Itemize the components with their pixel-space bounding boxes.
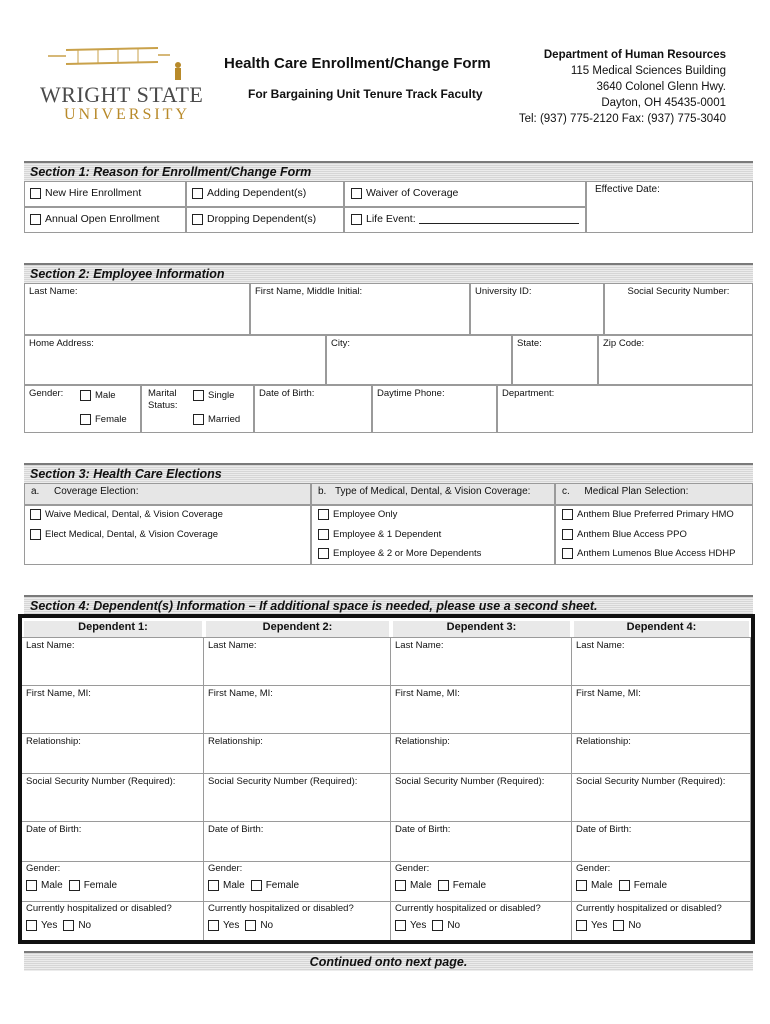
dependent-1-gender-label: Gender: — [26, 863, 61, 874]
plan-ppo-label: Anthem Blue Access PPO — [577, 529, 687, 540]
employee-2-dependents-option[interactable] — [318, 548, 481, 559]
dependent-3-first-name-field[interactable] — [391, 685, 572, 733]
elect-coverage-label: Elect Medical, Dental, & Vision Coverage — [45, 529, 219, 540]
hr-address-line1: 115 Medical Sciences Building — [570, 65, 726, 77]
checkbox[interactable] — [351, 214, 362, 225]
checkbox[interactable] — [30, 188, 41, 199]
checkbox[interactable] — [395, 880, 406, 891]
plan-hdhp-label: Anthem Lumenos Blue Access HDHP — [577, 548, 736, 559]
dependent-3-last-name-field[interactable] — [391, 637, 572, 685]
dependent-1-last-name-field[interactable] — [22, 637, 204, 685]
form-title: Health Care Enrollment/Change Form — [224, 55, 491, 72]
dependent-3-heading: Dependent 3: — [393, 621, 570, 637]
waiver-option[interactable] — [351, 187, 458, 199]
a-label: a. — [31, 486, 40, 497]
checkbox[interactable] — [251, 880, 262, 891]
dependent-4-yes-option[interactable] — [576, 920, 607, 931]
dependent-4-dob-label: Date of Birth: — [576, 824, 632, 835]
new-hire-option[interactable] — [30, 187, 141, 199]
dependent-2-dob-label: Date of Birth: — [208, 824, 264, 835]
dependent-3-first-name-label: First Name, MI: — [395, 688, 460, 699]
plan-ppo-option[interactable] — [562, 529, 687, 540]
last-name-label: Last Name: — [29, 286, 78, 297]
checkbox[interactable] — [192, 214, 203, 225]
checkbox[interactable] — [193, 414, 204, 425]
dependent-4-hospitalized-field[interactable] — [572, 901, 751, 940]
dependent-4-no-label: No — [628, 920, 642, 931]
marital-married-option[interactable] — [193, 414, 240, 425]
university-id-label: University ID: — [475, 286, 532, 297]
dependent-1-gender-field[interactable] — [22, 861, 204, 901]
section1-header: Section 1: Reason for Enrollment/Change Form — [24, 161, 753, 181]
dependent-3-last-name-label: Last Name: — [395, 640, 444, 651]
checkbox[interactable] — [395, 920, 406, 931]
checkbox[interactable] — [192, 188, 203, 199]
checkbox[interactable] — [30, 509, 41, 520]
dependent-4-male-label: Male — [591, 880, 613, 891]
phone-field[interactable] — [372, 385, 497, 433]
dependent-2-male-option[interactable] — [208, 880, 245, 891]
checkbox[interactable] — [318, 548, 329, 559]
department-label: Department: — [502, 388, 555, 399]
dependent-4-ssn-label: Social Security Number (Required): — [576, 776, 726, 787]
dependent-2-male-label: Male — [223, 880, 245, 891]
dob-field[interactable] — [254, 385, 372, 433]
dependent-4-ssn-field[interactable] — [572, 773, 751, 821]
checkbox[interactable] — [80, 414, 91, 425]
effective-date-cell[interactable] — [586, 181, 753, 233]
checkbox[interactable] — [351, 188, 362, 199]
adding-dependents-label: Adding Dependent(s) — [207, 187, 307, 199]
checkbox[interactable] — [30, 529, 41, 540]
employee-1-dependent-label: Employee & 1 Dependent — [333, 529, 442, 540]
zip-label: Zip Code: — [603, 338, 645, 349]
dependent-4-relationship-field[interactable] — [572, 733, 751, 773]
dropping-dependents-label: Dropping Dependent(s) — [207, 213, 317, 225]
dependent-2-last-name-label: Last Name: — [208, 640, 257, 651]
dependent-4-last-name-label: Last Name: — [576, 640, 625, 651]
new-hire-label: New Hire Enrollment — [45, 187, 142, 199]
dependent-2-hospitalized-field[interactable] — [204, 901, 391, 940]
employee-2-dependents-label: Employee & 2 or More Dependents — [333, 548, 482, 559]
dependent-2-no-option[interactable] — [245, 920, 273, 931]
checkbox[interactable] — [69, 880, 80, 891]
checkbox[interactable] — [26, 880, 37, 891]
dependent-3-ssn-label: Social Security Number (Required): — [395, 776, 545, 787]
dependent-3-male-label: Male — [410, 880, 432, 891]
dependent-4-gender-label: Gender: — [576, 863, 611, 874]
hr-phone-fax: Tel: (937) 775-2120 Fax: (937) 775-3040 — [518, 113, 726, 125]
checkbox[interactable] — [576, 880, 587, 891]
wright-flyer-icon — [38, 42, 208, 82]
checkbox[interactable] — [208, 920, 219, 931]
c-label: c. — [562, 486, 570, 497]
logo-university: UNIVERSITY — [64, 106, 190, 123]
dependent-1-relationship-label: Relationship: — [26, 736, 81, 747]
checkbox[interactable] — [208, 880, 219, 891]
dependent-1-hospitalized-field[interactable] — [22, 901, 204, 940]
state-field[interactable] — [512, 335, 598, 385]
status-word: Status: — [148, 400, 178, 411]
home-address-field[interactable] — [24, 335, 326, 385]
annual-open-label: Annual Open Enrollment — [45, 213, 160, 225]
dependent-1-no-label: No — [78, 920, 92, 931]
dependent-1-yes-label: Yes — [41, 920, 58, 931]
dependent-2-gender-label: Gender: — [208, 863, 243, 874]
continued-footer: Continued onto next page. — [24, 951, 753, 971]
dependent-2-female-option[interactable] — [251, 880, 299, 891]
dependent-3-hospitalized-field[interactable] — [391, 901, 572, 940]
dependent-3-female-label: Female — [452, 880, 487, 891]
hr-address-line2: 3640 Colonel Glenn Hwy. — [596, 81, 726, 93]
plan-selection-header — [555, 483, 753, 505]
dependent-4-heading: Dependent 4: — [574, 621, 749, 637]
dependent-2-female-label: Female — [265, 880, 300, 891]
female-label: Female — [95, 414, 127, 425]
b-label: b. — [318, 486, 327, 497]
city-label: City: — [331, 338, 350, 349]
life-event-label: Life Event: — [366, 213, 416, 225]
checkbox[interactable] — [613, 920, 624, 931]
logo-wright-state: WRIGHT STATE — [40, 82, 204, 107]
dependent-4-female-option[interactable] — [619, 880, 667, 891]
dependent-2-hospitalized-label: Currently hospitalized or disabled? — [208, 903, 354, 914]
effective-date-label: Effective Date: — [595, 184, 660, 195]
dependent-2-relationship-label: Relationship: — [208, 736, 263, 747]
checkbox[interactable] — [576, 920, 587, 931]
checkbox[interactable] — [193, 390, 204, 401]
dependent-3-gender-label: Gender: — [395, 863, 430, 874]
hr-department: Department of Human Resources — [543, 49, 726, 61]
city-field[interactable] — [326, 335, 512, 385]
dependent-4-dob-field[interactable] — [572, 821, 751, 861]
dependent-1-yes-option[interactable] — [26, 920, 57, 931]
dropping-dependents-option[interactable] — [192, 213, 316, 225]
married-label: Married — [208, 414, 241, 425]
plan-hdhp-option[interactable] — [562, 548, 735, 559]
plan-selection-title: Medical Plan Selection: — [584, 486, 689, 497]
adding-dependents-option[interactable] — [192, 187, 306, 199]
gender-male-option[interactable] — [80, 390, 116, 401]
single-label: Single — [208, 390, 235, 401]
dependent-4-hospitalized-label: Currently hospitalized or disabled? — [576, 903, 722, 914]
ssn-label: Social Security Number: — [627, 286, 730, 297]
phone-label: Daytime Phone: — [377, 388, 445, 399]
checkbox[interactable] — [562, 548, 573, 559]
dependent-3-hospitalized-label: Currently hospitalized or disabled? — [395, 903, 541, 914]
dependent-4-gender-field[interactable] — [572, 861, 751, 901]
dependent-2-dob-field[interactable] — [204, 821, 391, 861]
hr-contact-block — [519, 47, 726, 127]
department-field[interactable] — [497, 385, 753, 433]
dependent-2-no-label: No — [260, 920, 274, 931]
dependent-1-relationship-field[interactable] — [22, 733, 204, 773]
dependent-4-male-option[interactable] — [576, 880, 613, 891]
life-event-option[interactable] — [351, 213, 579, 225]
annual-open-option[interactable] — [30, 213, 159, 225]
dependent-1-male-label: Male — [41, 880, 63, 891]
dependent-1-hospitalized-label: Currently hospitalized or disabled? — [26, 903, 172, 914]
dependent-4-first-name-label: First Name, MI: — [576, 688, 641, 699]
checkbox[interactable] — [562, 529, 573, 540]
dependent-3-relationship-label: Relationship: — [395, 736, 450, 747]
gender-female-option[interactable] — [80, 414, 127, 425]
dependent-4-last-name-field[interactable] — [572, 637, 751, 685]
dependent-3-ssn-field[interactable] — [391, 773, 572, 821]
dependent-4-no-option[interactable] — [613, 920, 641, 931]
dependent-2-ssn-label: Social Security Number (Required): — [208, 776, 358, 787]
zip-field[interactable] — [598, 335, 753, 385]
dependent-2-relationship-field[interactable] — [204, 733, 391, 773]
state-label: State: — [517, 338, 542, 349]
home-address-label: Home Address: — [29, 338, 94, 349]
university-logo — [38, 42, 208, 124]
dependent-3-gender-field[interactable] — [391, 861, 572, 901]
elect-coverage-option[interactable] — [30, 529, 218, 540]
marital-single-option[interactable] — [193, 390, 234, 401]
waive-coverage-option[interactable] — [30, 509, 223, 520]
checkbox[interactable] — [562, 509, 573, 520]
marital-word: Marital — [148, 388, 177, 399]
checkbox[interactable] — [318, 509, 329, 520]
dependent-3-male-option[interactable] — [395, 880, 432, 891]
waiver-label: Waiver of Coverage — [366, 187, 459, 199]
checkbox[interactable] — [318, 529, 329, 540]
checkbox[interactable] — [30, 214, 41, 225]
life-event-line[interactable] — [419, 215, 579, 224]
last-name-field[interactable] — [24, 283, 250, 335]
dependent-3-no-option[interactable] — [432, 920, 460, 931]
section2-header: Section 2: Employee Information — [24, 263, 753, 283]
university-id-field[interactable] — [470, 283, 604, 335]
coverage-election-title: Coverage Election: — [53, 486, 139, 497]
dependent-1-ssn-label: Social Security Number (Required): — [26, 776, 176, 787]
dependent-1-no-option[interactable] — [63, 920, 91, 931]
coverage-type-header — [311, 483, 555, 505]
hr-address-line3: Dayton, OH 45435-0001 — [601, 97, 726, 109]
dependent-2-ssn-field[interactable] — [204, 773, 391, 821]
waive-coverage-label: Waive Medical, Dental, & Vision Coverage — [45, 509, 223, 520]
first-name-field[interactable] — [250, 283, 470, 335]
ssn-field[interactable] — [604, 283, 753, 335]
section4-header: Section 4: Dependent(s) Information – If additional space is needed, please use a second sheet. — [24, 595, 753, 615]
checkbox[interactable] — [438, 880, 449, 891]
male-label: Male — [95, 390, 116, 401]
plan-hmo-option[interactable] — [562, 509, 734, 520]
dependent-1-female-option[interactable] — [69, 880, 117, 891]
dependent-2-last-name-field[interactable] — [204, 637, 391, 685]
dependent-2-heading: Dependent 2: — [206, 621, 389, 637]
dependent-1-dob-label: Date of Birth: — [26, 824, 82, 835]
dependent-1-heading: Dependent 1: — [24, 621, 202, 637]
dependent-4-female-label: Female — [633, 880, 668, 891]
checkbox[interactable] — [80, 390, 91, 401]
dependent-1-last-name-label: Last Name: — [26, 640, 75, 651]
dependent-1-first-name-label: First Name, MI: — [26, 688, 91, 699]
dependent-2-yes-label: Yes — [223, 920, 240, 931]
dependent-1-female-label: Female — [83, 880, 118, 891]
dependent-3-dob-label: Date of Birth: — [395, 824, 451, 835]
gender-label: Gender: — [29, 388, 64, 399]
dependent-1-male-option[interactable] — [26, 880, 63, 891]
checkbox[interactable] — [432, 920, 443, 931]
checkbox[interactable] — [63, 920, 74, 931]
dependent-2-gender-field[interactable] — [204, 861, 391, 901]
employee-only-label: Employee Only — [333, 509, 398, 520]
dependent-3-dob-field[interactable] — [391, 821, 572, 861]
coverage-election-header — [24, 483, 311, 505]
plan-hmo-label: Anthem Blue Preferred Primary HMO — [577, 509, 734, 520]
dependent-1-dob-field[interactable] — [22, 821, 204, 861]
checkbox[interactable] — [619, 880, 630, 891]
dependent-3-relationship-field[interactable] — [391, 733, 572, 773]
form-subtitle: For Bargaining Unit Tenure Track Faculty — [248, 87, 483, 101]
coverage-type-title: Type of Medical, Dental, & Vision Coverage: — [334, 486, 531, 497]
checkbox[interactable] — [26, 920, 37, 931]
dependent-2-yes-option[interactable] — [208, 920, 239, 931]
dependent-1-ssn-field[interactable] — [22, 773, 204, 821]
dependent-2-first-name-field[interactable] — [204, 685, 391, 733]
section3-header: Section 3: Health Care Elections — [24, 463, 753, 483]
dependent-3-no-label: No — [447, 920, 461, 931]
dependent-3-yes-option[interactable] — [395, 920, 426, 931]
dependent-4-yes-label: Yes — [591, 920, 608, 931]
dob-label: Date of Birth: — [259, 388, 315, 399]
employee-1-dependent-option[interactable] — [318, 529, 441, 540]
dependent-4-relationship-label: Relationship: — [576, 736, 631, 747]
dependent-3-female-option[interactable] — [438, 880, 486, 891]
employee-only-option[interactable] — [318, 509, 397, 520]
dependent-3-yes-label: Yes — [410, 920, 427, 931]
first-name-label: First Name, Middle Initial: — [255, 286, 363, 297]
dependent-2-first-name-label: First Name, MI: — [208, 688, 273, 699]
checkbox[interactable] — [245, 920, 256, 931]
dependent-1-first-name-field[interactable] — [22, 685, 204, 733]
dependent-4-first-name-field[interactable] — [572, 685, 751, 733]
